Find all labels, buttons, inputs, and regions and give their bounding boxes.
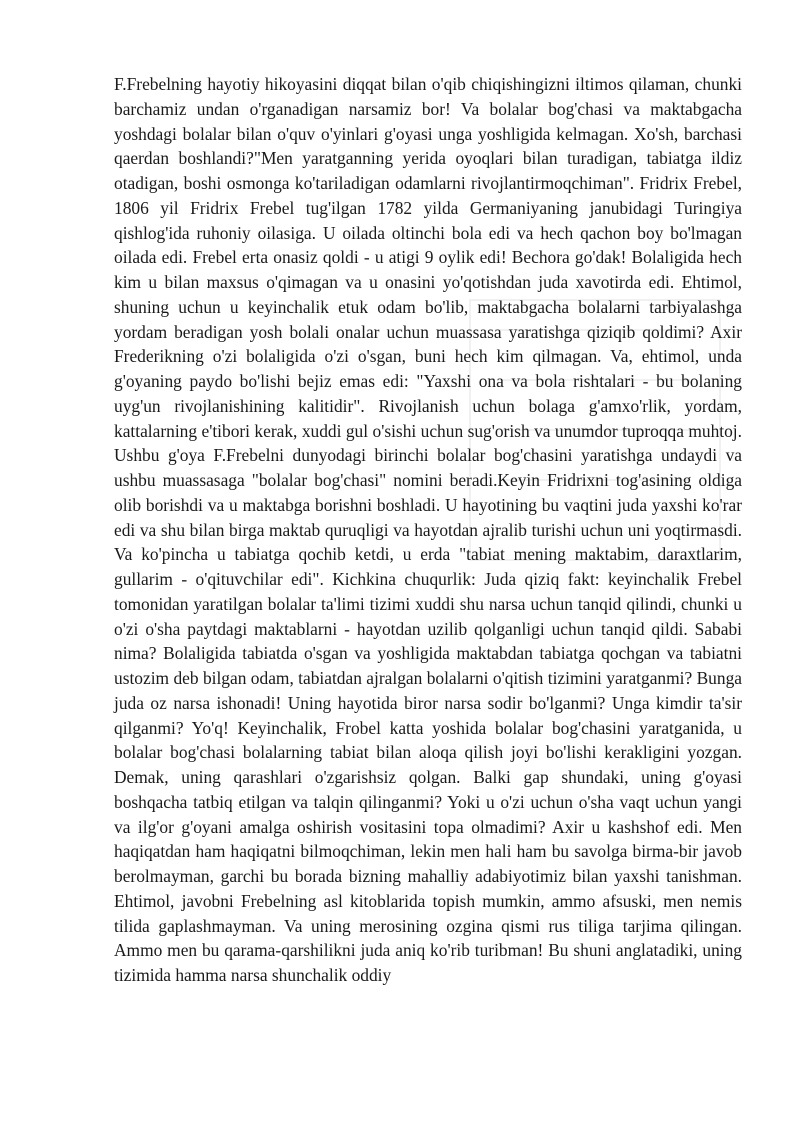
document-body-paragraph: F.Frebelning hayotiy hikoyasini diqqat bilan o'qib chiqishingizni iltimos qilaman, chunki barchamiz undan o'rganadigan narsamiz bor! Va bolalar bog'chasi va maktabgacha yoshdagi bolalar bilan o'quv o'yinlari g'oyasi unga yoshligida kelmagan. Xo'sh, barchasi qaerdan boshlandi?"Men yaratganning yerida oyoqlari bilan turadigan, tabiatga ildiz otadigan, boshi osmonga ko'tariladigan odamlarni rivojlantirmoqchiman". Fridrix Frebel, 1806 yil Fridrix Frebel tug'ilgan 1782 yilda Germaniyaning janubidagi Turingiya qishlog'ida ruhoniy oilasiga. U oilada oltinchi bola edi va hech qachon boy bo'lmagan oilada edi. Frebel erta onasiz qoldi - u atigi 9 oylik edi! Bechora go'dak! Bolaligida hech kim u bilan maxsus o'qimagan va u onasini yo'qotishdan juda xavotirda edi. Ehtimol, shuning uchun u keyinchalik etuk odam bo'lib, maktabgacha bolalarni tarbiyalashga yordam beradigan yosh bolali onalar uchun muassasa yaratishga qiziqib qoldimi? Axir Frederikning o'zi bolaligida o'zi o'sgan, buni hech kim qilmagan. Va, ehtimol, unda g'oyaning paydo bo'lishi bejiz emas edi: "Yaxshi ona va bola rishtalari - bu bolaning uyg'un rivojlanishining kalitidir". Rivojlanish uchun bolaga g'amxo'rlik, yordam, kattalarning e'tibori kerak, xuddi gul o'sishi uchun sug'orish va unumdor tuproqqa muhtoj. Ushbu g'oya F.Frebelni dunyodagi birinchi bolalar bog'chasini yaratishga undaydi va ushbu muassasaga "bolalar bog'chasi" nomini beradi.Keyin Fridrixni tog'asining oldiga olib borishdi va u maktabga borishni boshladi. U hayotining bu vaqtini juda yaxshi ko'rar edi va shu bilan birga maktab quruqligi va hayotdan ajralib turishi uchun uni yoqtirmasdi. Va ko'pincha u tabiatga qochib ketdi, u erda "tabiat mening maktabim, daraxtlarim, gullarim - o'qituvchilar edi". Kichkina chuqurlik: Juda qiziq fakt: keyinchalik Frebel tomonidan yaratilgan bolalar ta'limi tizimi xuddi shu narsa uchun tanqid qilindi, chunki u o'zi o'sha paytdagi maktablarni - hayotdan uzilib qolganligi uchun tanqid qildi. Sababi nima? Bolaligida tabiatda o'sgan va yoshligida maktabdan tabiatga qochgan va tabiatni ustozim deb bilgan odam, tabiatdan ajralgan bolalarni o'qitish tizimini yaratganmi? Bunga juda oz narsa ishonadi! Uning hayotida biror narsa sodir bo'lganmi? Unga kimdir ta'sir qilganmi? Yo'q! Keyinchalik, Frobel katta yoshida bolalar bog'chasini yaratganida, u bolalar bog'chasi bolalarning tabiat bilan aloqa qilish joyi bo'lishi kerakligini yozgan. Demak, uning qarashlari o'zgarishsiz qolgan. Balki gap shundaki, uning g'oyasi boshqacha tatbiq etilgan va talqin qilinganmi? Yoki u o'zi uchun o'sha vaqt uchun yangi va ilg'or g'oyani amalga oshirish vositasini topa olmadimi? Axir u kashshof edi. Men haqiqatdan ham haqiqatni bilmoqchiman, lekin men hali ham bu savolga birma-bir javob berolmayman, garchi bu borada bizning mahalliy adabiyotimiz bilan yaxshi tanishman. Ehtimol, javobni Frebelning asl kitoblarida topish mumkin, ammo afsuski, men nemis tilida gaplashmayman. Va uning merosining ozgina qismi rus tiliga tarjima qilingan. Ammo men bu qarama-qarshilikni juda aniq ko'rib turibman! Bu shuni anglatadiki, uning tizimida hamma narsa shunchalik oddiy [114, 74, 742, 985]
